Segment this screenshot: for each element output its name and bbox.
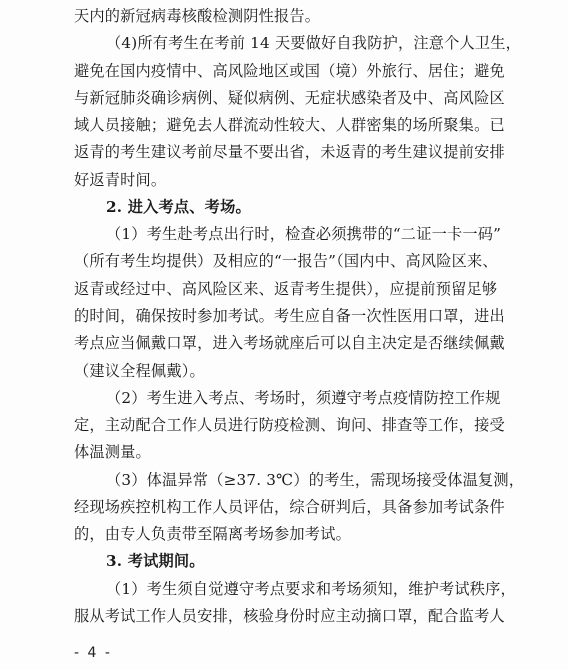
text-line-3: 避免在国内疫情中、高风险地区或国（境）外旅行、居住；避免 <box>74 62 505 80</box>
text-line-5: 域人员接触；避免去人群流动性较大、人群密集的场所聚集。已 <box>74 116 505 134</box>
text-line-16: 定，主动配合工作人员进行防疫检测、询问、排查等工作，接受 <box>74 416 505 434</box>
text-line-6: 返青的考生建议考前尽量不要出省，未返青的考生建议提前安排 <box>74 143 505 161</box>
section-heading-3: 3. 考试期间。 <box>106 552 205 570</box>
text-line-19: 经现场疾控机构工作人员评估，综合研判后，具备参加考试条件 <box>74 498 505 516</box>
text-line-2: （4)所有考生在考前 14 天要做好自我防护，注意个人卫生， <box>106 34 522 52</box>
text-line-10: （所有考生均提供）及相应的“一报告”（国内中、高风险区来、 <box>74 252 498 270</box>
text-line-18: （3）体温异常（≥37. 3℃）的考生，需现场接受体温复测， <box>106 471 525 489</box>
text-line-13: 考点应当佩戴口罩，进入考场就座后可以自主决定是否继续佩戴 <box>74 334 505 352</box>
text-line-12: 的时间，确保按时参加考试。考生应自备一次性医用口罩，进出 <box>74 307 505 325</box>
text-line-17: 体温测量。 <box>74 443 151 461</box>
text-line-23: 服从考试工作人员安排，核验身份时应主动摘口罩，配合监考人 <box>74 607 505 625</box>
text-line-9: （1）考生赴考点出行时，检查必须携带的“二证一卡一码” <box>106 225 502 243</box>
text-line-15: （2）考生进入考点、考场时，须遵守考点疫情防控工作规 <box>106 389 501 407</box>
text-line-14: （建议全程佩戴）。 <box>74 362 205 380</box>
text-line-22: （1）考生须自觉遵守考点要求和考场须知，维护考试秩序， <box>106 580 516 598</box>
page-number: - 4 - <box>74 645 112 661</box>
text-line-4: 与新冠肺炎确诊病例、疑似病例、无症状感染者及中、高风险区 <box>74 89 505 107</box>
section-heading-2: 2. 进入考点、考场。 <box>106 198 251 216</box>
text-line-1: 天内的新冠病毒核酸检测阴性报告。 <box>74 7 321 25</box>
text-line-7: 好返青时间。 <box>74 171 167 189</box>
text-line-11: 返青或经过中、高风险区来、返青考生提供），应提前预留足够 <box>74 280 498 298</box>
text-line-20: 的，由专人负责带至隔离考场参加考试。 <box>74 525 351 543</box>
